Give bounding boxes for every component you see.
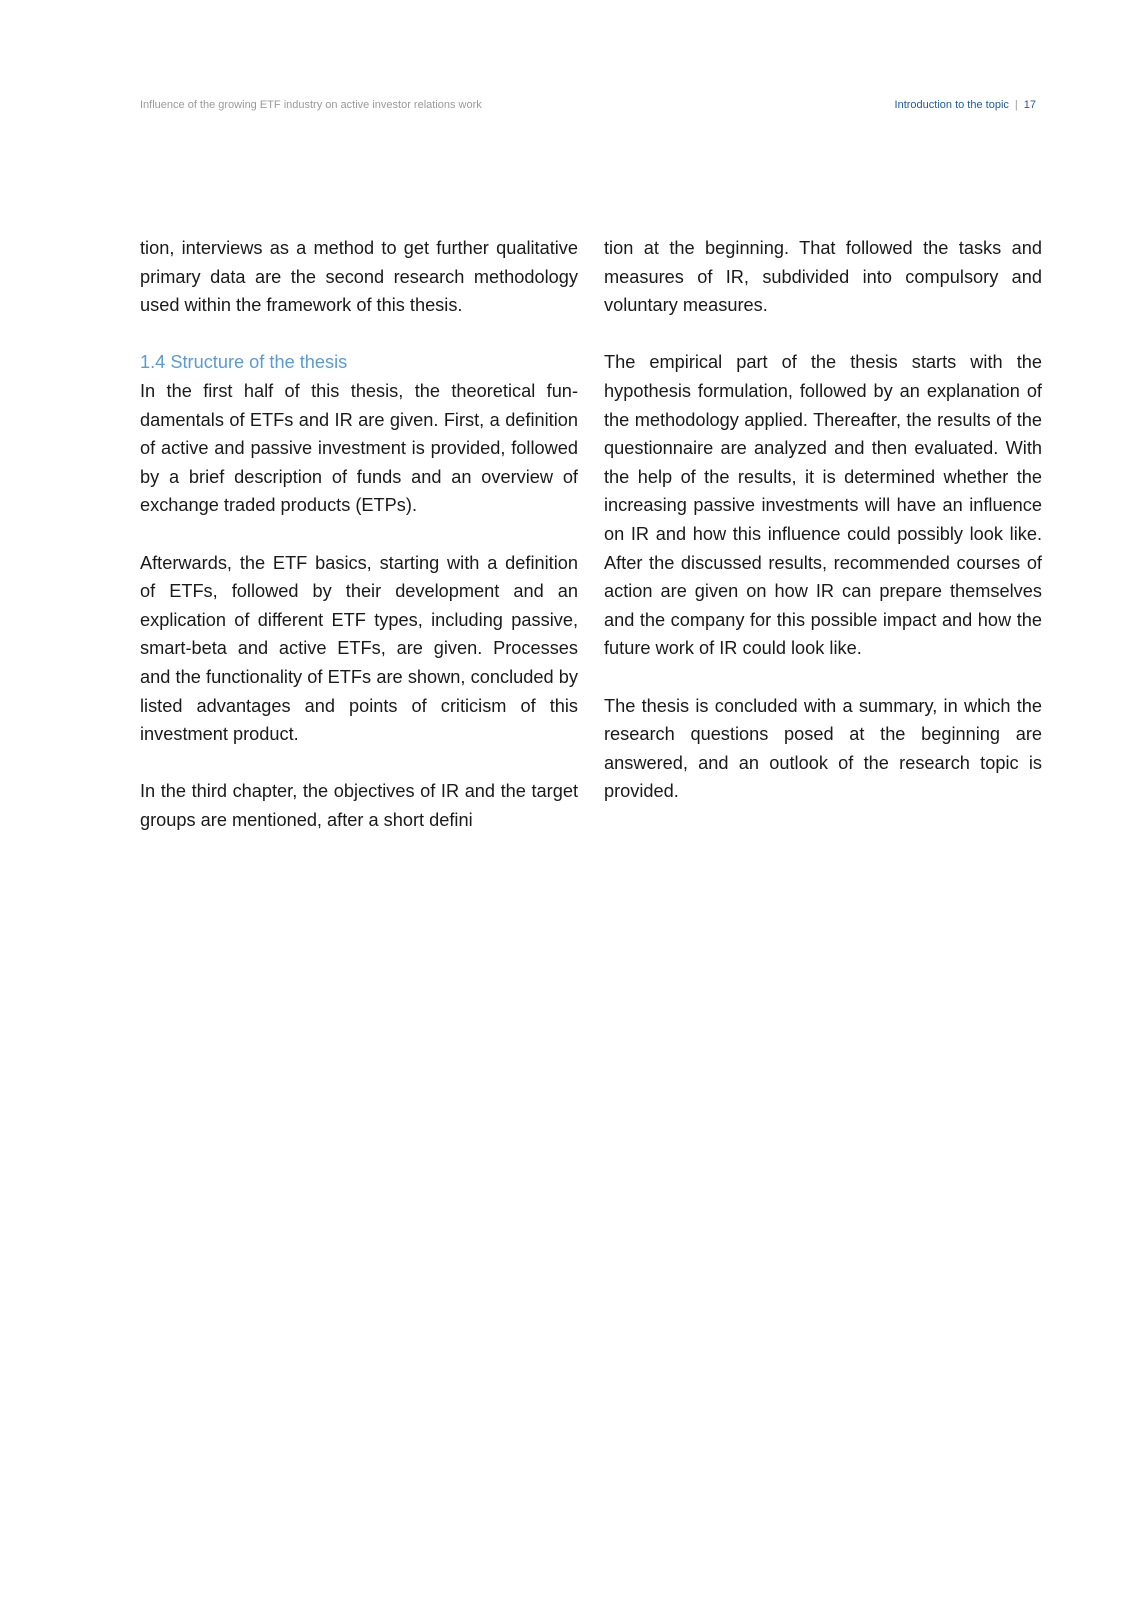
- running-header-chapter: [895, 99, 1036, 111]
- page-number: 17: [1023, 99, 1036, 111]
- running-header-title: Influence of the growing ETF industry on active investor relations work: [140, 99, 482, 111]
- paragraph: tion at the beginning. That followed the tasks and measures of IR, subdivided into compulsory and voluntary measures.: [604, 238, 1042, 316]
- header-separator: |: [1014, 99, 1018, 111]
- paragraph: tion, interviews as a method to get further qualitative primary data are the second research methodology used within the framework of this thesis.: [140, 238, 578, 316]
- section-heading: 1.4 Structure of the thesis: [140, 352, 348, 373]
- paragraph: In the first half of this thesis, the theoretical fundamentals of ETFs and IR are given. First, a definition of active and passive investment is provided, followed by a brief description of funds and an overview of exchange traded products (ETPs).: [140, 380, 578, 516]
- left-text-column: [140, 234, 578, 834]
- paragraph: Afterwards, the ETF basics, starting with a definition of ETFs, followed by their development and an explication of different ETF types, including passive, smart-beta and active ETFs, are given. Processes and the functionality of ETFs are shown, concluded by listed advantages and points of criticism of this investment product.: [140, 552, 578, 745]
- chapter-name: Introduction to the topic: [894, 99, 1009, 111]
- paragraph: The empirical part of the thesis starts with the hypothesis formulation, followed by an explanation of the methodology applied. Thereafter, the results of the questionnaire are analyzed and then evaluated. With the help of the results, it is determined whether the increasing passive investments will have an influence on IR and how this influence could possibly look like. After the discussed results, recommended courses of action are given on how IR can prepare themselves and the company for this possible impact and how the future work of IR could look like.: [604, 352, 1042, 659]
- right-text-column: [604, 234, 1042, 806]
- paragraph: The thesis is concluded with a summary, in which the research questions posed at the beginning are answered, and an outlook of the research topic is provided.: [604, 695, 1042, 802]
- paragraph: In the third chapter, the objectives of IR and the target groups are mentioned, after a short defini: [140, 781, 578, 830]
